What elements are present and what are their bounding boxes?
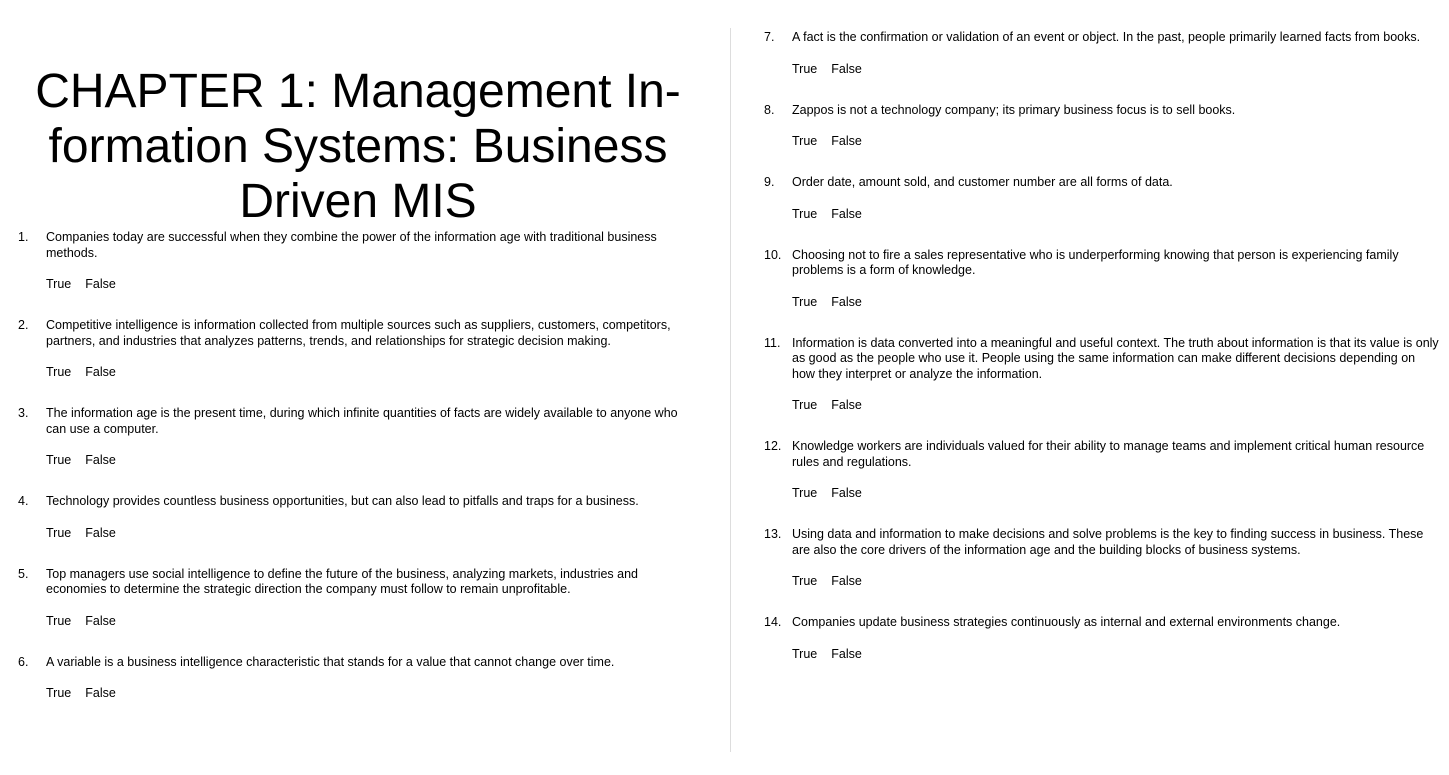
question-number: 11. [764, 335, 781, 350]
question-text: Choosing not to fire a sales representative who is underperforming knowing that person is experiencing family problems is a form of knowledge. [792, 247, 1399, 277]
false-option[interactable]: False [831, 574, 862, 588]
question-text: Companies update business strategies continuously as internal and external environments change. [792, 615, 1341, 629]
true-option[interactable]: True [46, 686, 72, 700]
question-text: Zappos is not a technology company; its primary business focus is to sell books. [792, 102, 1236, 117]
answer-options [792, 295, 1439, 310]
answer-options [792, 574, 1439, 589]
question-5 [18, 567, 698, 629]
false-option[interactable]: False [831, 486, 862, 500]
true-option[interactable]: True [792, 206, 818, 221]
answer-options [792, 647, 1439, 662]
false-option[interactable]: False [85, 365, 116, 379]
question-8 [764, 103, 1439, 150]
true-option[interactable]: True [46, 453, 72, 467]
question-10 [764, 248, 1439, 310]
answer-options [792, 486, 1439, 501]
column-divider [730, 28, 731, 752]
question-text: A variable is a business intelligence characteristic that stands for a value that cannot change over time. [46, 654, 615, 669]
question-number: 2. [18, 318, 29, 332]
false-option[interactable]: False [831, 294, 862, 309]
answer-options [46, 453, 698, 468]
false-option[interactable]: False [85, 277, 116, 291]
question-text: Using data and information to make decisions and solve problems is the key to finding success in business. These are also the core drivers of the information age and the building blocks of business systems. [792, 527, 1424, 557]
true-option[interactable]: True [46, 525, 72, 540]
answer-options [46, 526, 698, 541]
false-option[interactable]: False [85, 525, 116, 540]
false-option[interactable]: False [831, 61, 862, 76]
question-number: 5. [18, 566, 29, 581]
question-text: Order date, amount sold, and customer number are all forms of data. [792, 175, 1173, 189]
question-number: 13. [764, 527, 782, 541]
question-number: 1. [18, 230, 29, 244]
question-text: Competitive intelligence is information collected from multiple sources such as suppliers, customers, competitors, partners, and industries that analyzes patterns, trends, and relationships for strategic decision making. [46, 318, 671, 348]
left-column [18, 0, 698, 727]
question-number: 10. [764, 247, 782, 262]
false-option[interactable]: False [831, 646, 862, 661]
answer-options [792, 207, 1439, 222]
true-option[interactable]: True [792, 646, 818, 661]
question-7 [764, 30, 1439, 77]
answer-options [792, 398, 1439, 413]
true-option[interactable]: True [46, 277, 72, 291]
false-option[interactable]: False [831, 206, 862, 221]
question-text: Information is data converted into a meaningful and useful context. The truth about information is that its value is only as good as the people who use it. People using the same information can make different decisions depending on how they interpret or analyze the information. [792, 335, 1439, 381]
answer-options [46, 277, 698, 292]
true-option[interactable]: True [46, 613, 72, 628]
answer-options [46, 365, 698, 380]
question-13 [764, 527, 1439, 589]
question-14 [764, 615, 1439, 662]
false-option[interactable]: False [85, 453, 116, 467]
question-text: Top managers use social intelligence to define the future of the business, analyzing markets, industries and economies to determine the strategic direction the company must follow to remain unprofitable. [46, 566, 639, 596]
question-3 [18, 406, 698, 468]
question-text: Knowledge workers are individuals valued for their ability to manage teams and implement critical human resource rules and regulations. [792, 439, 1425, 469]
question-11 [764, 336, 1439, 414]
false-option[interactable]: False [831, 398, 862, 412]
question-text: A fact is the confirmation or validation of an event or object. In the past, people primarily learned facts from books. [792, 30, 1421, 44]
answer-options [46, 614, 698, 629]
right-column [764, 30, 1439, 688]
question-number: 12. [764, 439, 782, 453]
true-option[interactable]: True [792, 398, 818, 412]
question-text: Technology provides countless business opportunities, but can also lead to pitfalls and traps for a business. [46, 494, 639, 508]
question-text: The information age is the present time, during which infinite quantities of facts are widely available to anyone who can use a computer. [46, 406, 678, 436]
question-4 [18, 494, 698, 541]
false-option[interactable]: False [85, 686, 116, 700]
true-option[interactable]: True [792, 134, 818, 148]
true-option[interactable]: True [792, 61, 818, 76]
question-2 [18, 318, 698, 380]
page-title: CHAPTER 1: Management In- formation Systems: Business Driven MIS [35, 65, 681, 228]
question-9 [764, 175, 1439, 222]
true-option[interactable]: True [792, 294, 818, 309]
answer-options [46, 686, 698, 701]
true-option[interactable]: True [792, 486, 818, 500]
false-option[interactable]: False [831, 134, 862, 148]
question-number: 9. [764, 175, 775, 189]
answer-options [792, 62, 1439, 77]
answer-options [792, 134, 1439, 149]
question-number: 7. [764, 30, 775, 44]
true-option[interactable]: True [46, 365, 72, 379]
question-number: 6. [18, 654, 29, 669]
question-number: 3. [18, 406, 29, 420]
question-12 [764, 439, 1439, 501]
false-option[interactable]: False [85, 613, 116, 628]
question-number: 4. [18, 494, 29, 508]
true-option[interactable]: True [792, 574, 818, 588]
question-number: 14. [764, 615, 782, 629]
question-number: 8. [764, 102, 775, 117]
question-6 [18, 655, 698, 702]
question-text: Companies today are successful when they combine the power of the information age with traditional business methods. [46, 230, 657, 260]
question-1 [18, 230, 698, 292]
